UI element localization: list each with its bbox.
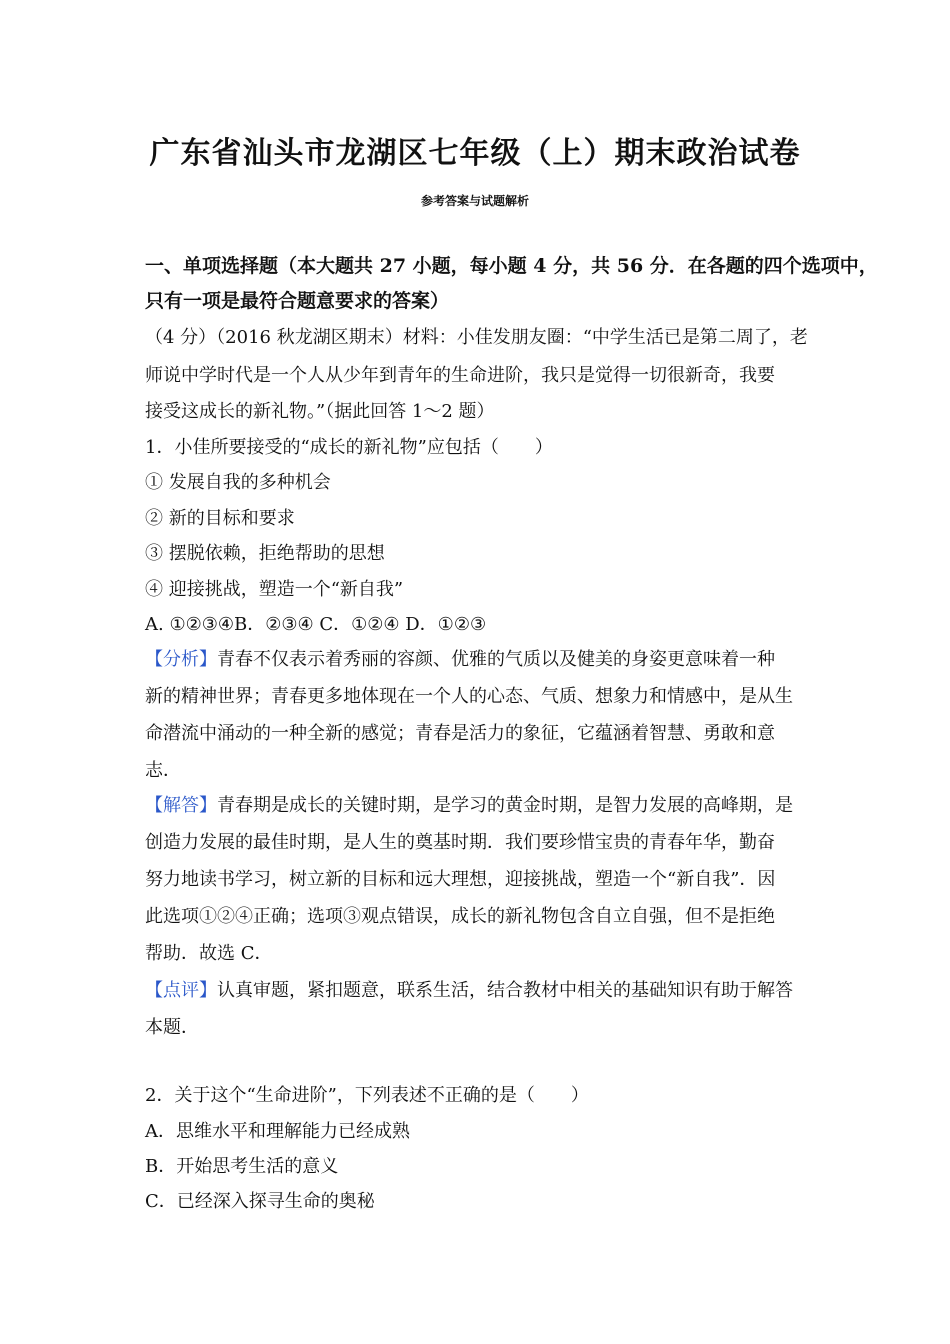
q1-item-3: ③ 摆脱依赖，拒绝帮助的思想 [145,543,385,564]
section-heading-line-2: 只有一项是最符合题意要求的答案） [145,290,450,312]
q2-option-a: A．思维水平和理解能力已经成熟 [145,1121,410,1142]
q1-answer-line-2: 创造力发展的最佳时期，是人生的奠基时期．我们要珍惜宝贵的青春年华，勤奋 [145,832,775,853]
section-heading-line-1: 一、单项选择题（本大题共 27 小题，每小题 4 分，共 56 分．在各题的四个选项中， [145,255,878,277]
page-subtitle: 参考答案与试题解析 [420,194,529,208]
q1-item-2: ② 新的目标和要求 [145,508,295,529]
q1-analysis-line-3: 命潜流中涌动的一种全新的感觉；青春是活力的象征，它蕴涵着智慧、勇敢和意 [145,723,775,744]
page-title: 广东省汕头市龙湖区七年级（上）期末政治试卷 [149,136,801,171]
q1-stem: 1．小佳所要接受的“成长的新礼物”应包括（ ） [145,437,553,458]
analysis-text: 青春不仅表示着秀丽的容颜、优雅的气质以及健美的身姿更意味着一种 [217,649,775,670]
q1-answer-line-1 [145,794,815,818]
q1-analysis-line-4: 志． [145,760,181,781]
material-line-1: （4 分）（2016 秋龙湖区期末）材料：小佳发朋友圈：“中学生活已是第二周了，老 [145,327,808,348]
q2-option-b: B．开始思考生活的意义 [145,1156,339,1177]
q1-item-1: ① 发展自我的多种机会 [145,472,331,493]
q2-option-c: C．已经深入探寻生命的奥秘 [145,1191,375,1212]
q2-stem: 2．关于这个“生命进阶”，下列表述不正确的是（ ） [145,1085,589,1106]
material-line-2: 师说中学时代是一个人从少年到青年的生命进阶，我只是觉得一切很新奇，我要 [145,365,775,386]
q1-analysis-line-1 [145,648,815,672]
q1-options: A. ①②③④B．②③④ C．①②④ D．①②③ [145,614,487,635]
analysis-tag: 【分析】 [145,649,217,670]
q1-comment-line-2: 本题． [145,1017,199,1038]
q1-answer-line-3: 努力地读书学习，树立新的目标和远大理想，迎接挑战，塑造一个“新自我”．因 [145,869,776,890]
material-line-3: 接受这成长的新礼物。”（据此回答 1～2 题） [145,401,495,422]
comment-tag: 【点评】 [145,980,217,1001]
q1-item-4: ④ 迎接挑战，塑造一个“新自我” [145,579,404,600]
comment-text: 认真审题，紧扣题意，联系生活，结合教材中相关的基础知识有助于解答 [217,980,793,1001]
q1-answer-line-4: 此选项①②④正确；选项③观点错误，成长的新礼物包含自立自强，但不是拒绝 [145,906,775,927]
q1-comment-line-1 [145,979,815,1003]
q1-answer-line-5: 帮助．故选 C． [145,943,273,964]
answer-tag: 【解答】 [145,795,217,816]
q1-analysis-line-2: 新的精神世界；青春更多地体现在一个人的心态、气质、想象力和情感中，是从生 [145,686,793,707]
answer-text: 青春期是成长的关键时期，是学习的黄金时期，是智力发展的高峰期，是 [217,795,793,816]
